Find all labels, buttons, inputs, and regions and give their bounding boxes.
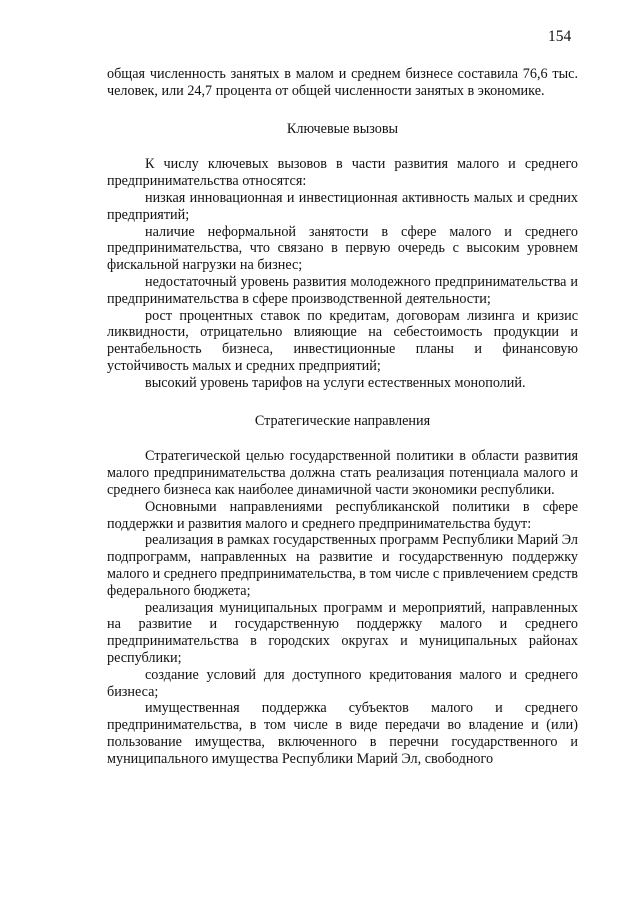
paragraph: низкая инновационная и инвестиционная активность малых и средних предприятий; (107, 189, 578, 223)
section-heading: Ключевые вызовы (286, 120, 399, 137)
paragraph: недостаточный уровень развития молодежного предпринимательства и предпринимательства в сфере производственной деятельности; (107, 273, 578, 307)
document-body (107, 66, 578, 767)
paragraph: имущественная поддержка субъектов малого и среднего предпринимательства, в том числе в виде передачи во владение и (или) пользование имущества, включенного в перечни государственного и муниципального имущества Республики Марий Эл, свободного (107, 700, 578, 767)
paragraph: Основными направлениями республиканской политики в сфере поддержки и развития малого и среднего предпринимательства будут: (107, 498, 578, 532)
section-heading: Стратегические направления (254, 412, 431, 429)
paragraph: высокий уровень тарифов на услуги естественных монополий. (145, 374, 526, 391)
paragraph: рост процентных ставок по кредитам, договорам лизинга и кризис ликвидности, отрицательно влияющие на себестоимость продукции и рентабельность бизнеса, инвестиционные планы и финансовую устойчивость малых и средних предприятий; (107, 307, 578, 374)
paragraph: Стратегической целью государственной политики в области развития малого предпринимательства должна стать реализация потенциала малого и среднего бизнеса как наиболее динамичной части экономики республики. (107, 448, 578, 498)
paragraph: наличие неформальной занятости в сфере малого и среднего предпринимательства, что связано в первую очередь с высоким уровнем фискальной нагрузки на бизнес; (107, 223, 578, 274)
paragraph: К числу ключевых вызовов в части развития малого и среднего предпринимательства относятся: (107, 156, 578, 190)
paragraph: реализация в рамках государственных программ Республики Марий Эл подпрограмм, направленных на развитие и государственную поддержку малого и среднего предпринимательства, в том числе с привлечением средств федерального бюджета; (107, 532, 578, 599)
paragraph: реализация муниципальных программ и мероприятий, направленных на развитие и государственную поддержку малого и среднего предпринимательства в городских округах и муниципальных районах республики; (107, 599, 578, 666)
page-number: 154 (548, 28, 572, 45)
paragraph: общая численность занятых в малом и среднем бизнесе составила 76,6 тыс. человек, или 24,7 процента от общей численности занятых в экономике. (107, 66, 578, 99)
paragraph: создание условий для доступного кредитования малого и среднего бизнеса; (107, 666, 578, 700)
